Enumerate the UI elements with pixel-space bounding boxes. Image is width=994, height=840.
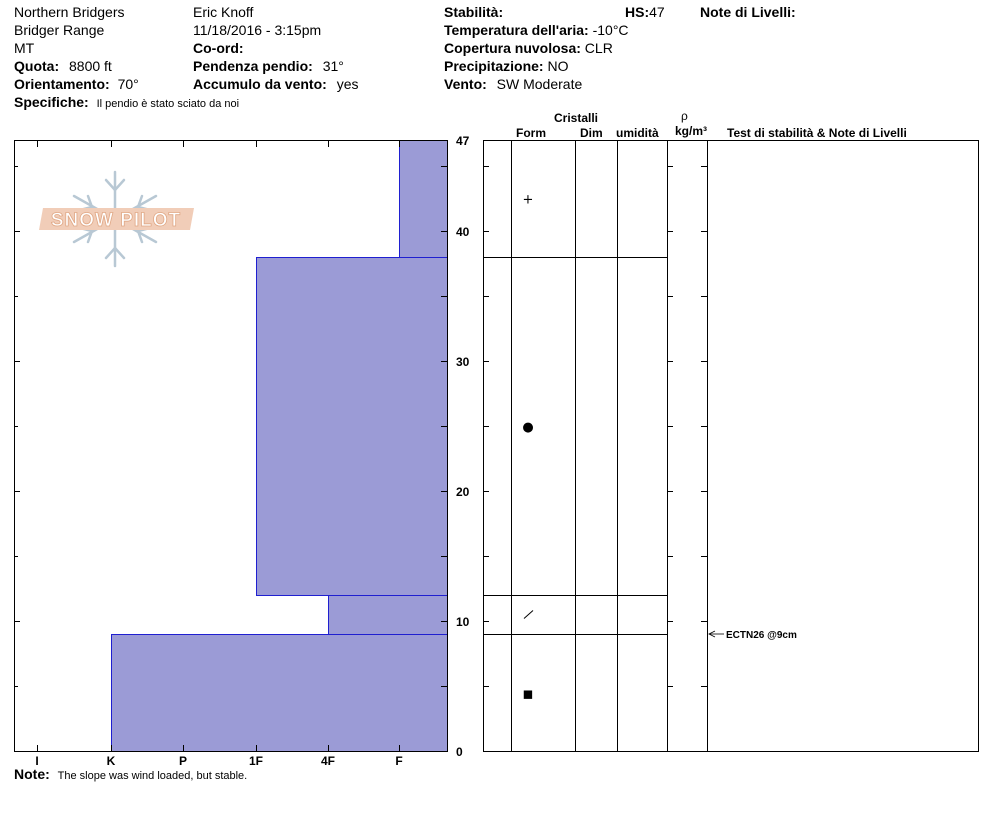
hardness-label: P xyxy=(178,754,188,768)
air-temp-value: -10°C xyxy=(592,22,629,38)
grain-symbol-4: ■ xyxy=(522,687,534,701)
layer-bar-1 xyxy=(400,141,448,258)
size-header: Dim xyxy=(580,126,603,140)
depth-label: 0 xyxy=(456,745,463,759)
layer-bar-4 xyxy=(112,635,448,752)
datetime: 11/18/2016 - 3:15pm xyxy=(193,22,322,38)
grain-symbol-1: + xyxy=(522,192,534,208)
hs-value: 47 xyxy=(649,4,665,20)
hs-label: HS: xyxy=(625,4,650,20)
depth-label: 20 xyxy=(456,485,470,499)
precip-value: NO xyxy=(547,58,569,74)
grain-symbol-3 xyxy=(524,611,533,619)
precip-label: Precipitazione: xyxy=(444,58,544,74)
cloud-value: CLR xyxy=(584,40,613,56)
density-symbol: ρ xyxy=(681,109,688,123)
note-label: Note: xyxy=(14,766,50,782)
cloud-label: Copertura nuvolosa: xyxy=(444,40,581,56)
snowpilot-logo xyxy=(39,172,194,266)
test-label: ECTN26 @9cm xyxy=(726,630,797,641)
location: Northern Bridgers xyxy=(14,4,125,20)
specifics-label: Specifiche: xyxy=(14,94,89,110)
tests-header: Test di stabilità & Note di Livelli xyxy=(727,126,907,140)
grain-symbol-2: ● xyxy=(522,420,534,435)
depth-label: 10 xyxy=(456,615,470,629)
layer-notes-label: Note di Livelli: xyxy=(700,4,796,20)
hardness-label: K xyxy=(106,754,116,768)
wind-loading-label: Accumulo da vento: xyxy=(193,76,327,92)
depth-label: 30 xyxy=(456,355,470,369)
hardness-label: 1F xyxy=(248,754,264,768)
form-header: Form xyxy=(516,126,546,140)
stability-label: Stabilità: xyxy=(444,4,504,20)
wind-value: SW Moderate xyxy=(496,76,583,92)
elevation-value: 8800 ft xyxy=(69,58,112,74)
wind-label: Vento: xyxy=(444,76,487,92)
slope-label: Pendenza pendio: xyxy=(193,58,313,74)
observer: Eric Knoff xyxy=(193,4,254,20)
density-unit: kg/m³ xyxy=(675,124,708,138)
coords-label: Co-ord: xyxy=(193,40,244,56)
hardness-label: 4F xyxy=(320,754,336,768)
aspect-value: 70° xyxy=(117,76,139,92)
elevation-label: Quota: xyxy=(14,58,60,74)
air-temp-label: Temperatura dell'aria: xyxy=(444,22,589,38)
depth-label: 47 xyxy=(456,134,470,148)
range: Bridger Range xyxy=(14,22,105,38)
crystals-header: Cristalli xyxy=(554,111,599,125)
state: MT xyxy=(14,40,35,56)
layer-table-frame xyxy=(484,141,979,752)
hardness-label: I xyxy=(35,754,39,768)
slope-value: 31° xyxy=(322,58,344,74)
moisture-header: umidità xyxy=(616,126,659,140)
aspect-label: Orientamento: xyxy=(14,76,110,92)
wind-loading-value: yes xyxy=(336,76,359,92)
note-text: The slope was wind loaded, but stable. xyxy=(57,770,248,782)
layer-bar-2 xyxy=(257,258,448,596)
depth-label: 40 xyxy=(456,225,470,239)
layer-bar-3 xyxy=(329,596,448,635)
logo-text: SNOW PILOT xyxy=(50,210,182,231)
hardness-label: F xyxy=(395,754,403,768)
specifics-value: Il pendio è stato sciato da noi xyxy=(96,98,240,110)
